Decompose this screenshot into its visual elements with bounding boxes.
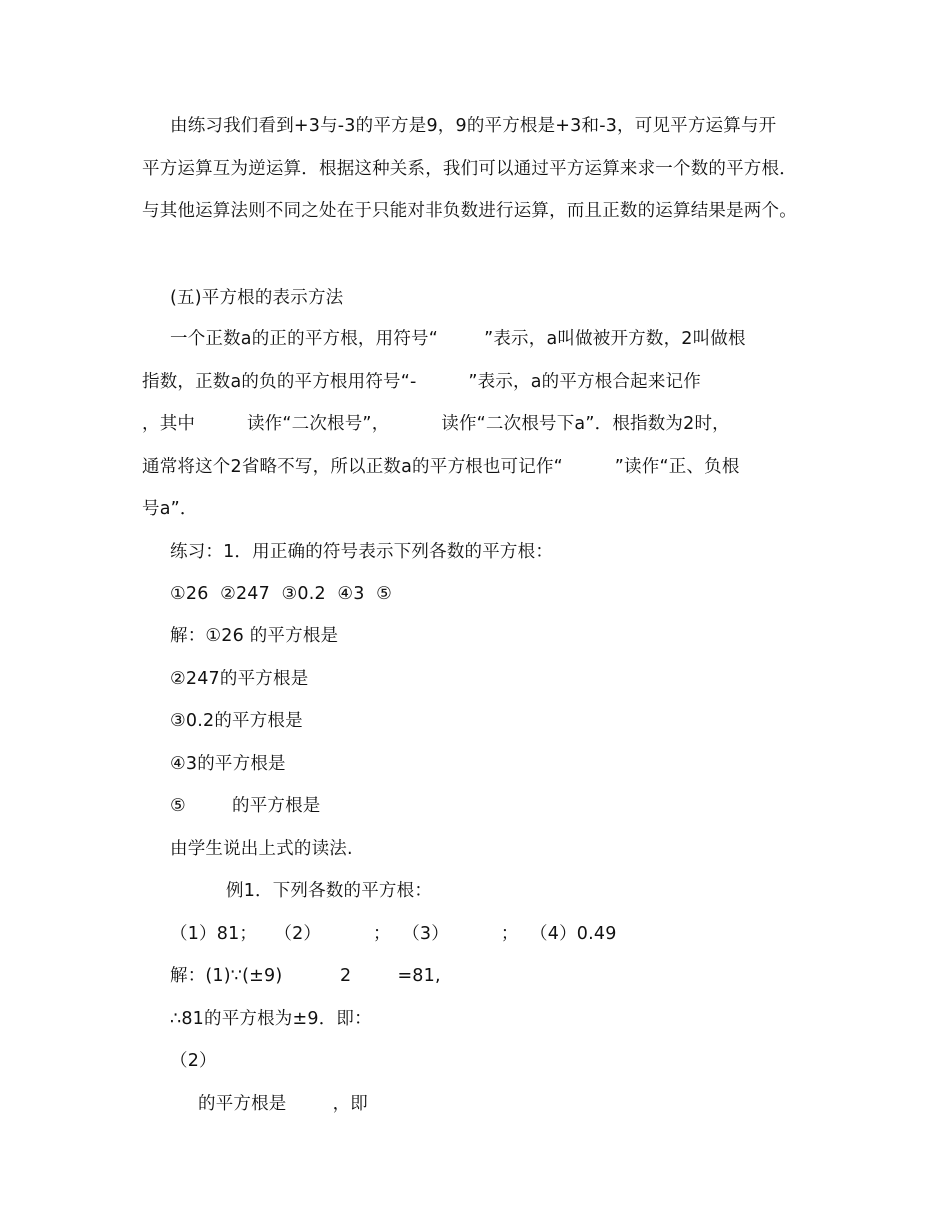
intro-line-2: 平方运算互为逆运算．根据这种关系，我们可以通过平方运算来求一个数的平方根． [142,159,797,179]
exercise-title: 练习：1．用正确的符号表示下列各数的平方根： [170,542,554,562]
section-paragraph-line-5: 号a”． [142,499,198,519]
intro-line-3: 与其他运算法则不同之处在于只能对非负数进行运算，而且正数的运算结果是两个。 [142,201,797,221]
example-items: （1）81； （2） ； （3） ； （4）0.49 [170,924,617,944]
example-solution-line-2: ∴81的平方根为±9．即： [170,1009,372,1029]
example-solution-line-4: 的平方根是 ，即 [198,1094,369,1114]
exercise-answer-3: ③0.2的平方根是 [170,711,303,731]
intro-line-1: 由练习我们看到+3与-3的平方是9，9的平方根是+3和-3，可见平方运算与开 [170,116,777,136]
example-solution-line-1: 解：(1)∵(±9) 2 =81, [170,966,441,986]
section-paragraph-line-1: 一个正数a的正的平方根，用符号“ ”表示，a叫做被开方数，2叫做根 [170,329,746,349]
exercise-items: ①26 ②247 ③0.2 ④3 ⑤ [170,584,392,604]
exercise-answer-4: ④3的平方根是 [170,754,286,774]
exercise-answer-1: 解：①26 的平方根是 [170,626,339,646]
section-paragraph-line-4: 通常将这个2省略不写，所以正数a的平方根也可记作“ ”读作“正、负根 [142,457,740,477]
example-solution-line-3: （2） [170,1051,217,1071]
section-paragraph-line-3: ，其中 读作“二次根号”， 读作“二次根号下a”．根指数为2时， [142,414,730,434]
section-paragraph-line-2: 指数，正数a的负的平方根用符号“- ”表示，a的平方根合起来记作 [142,372,701,392]
exercise-note: 由学生说出上式的读法. [170,839,353,859]
exercise-answer-5: ⑤ 的平方根是 [170,796,321,816]
exercise-answer-2: ②247的平方根是 [170,669,309,689]
example-title: 例1．下列各数的平方根： [226,881,433,901]
section-heading: (五)平方根的表示方法 [170,288,344,308]
